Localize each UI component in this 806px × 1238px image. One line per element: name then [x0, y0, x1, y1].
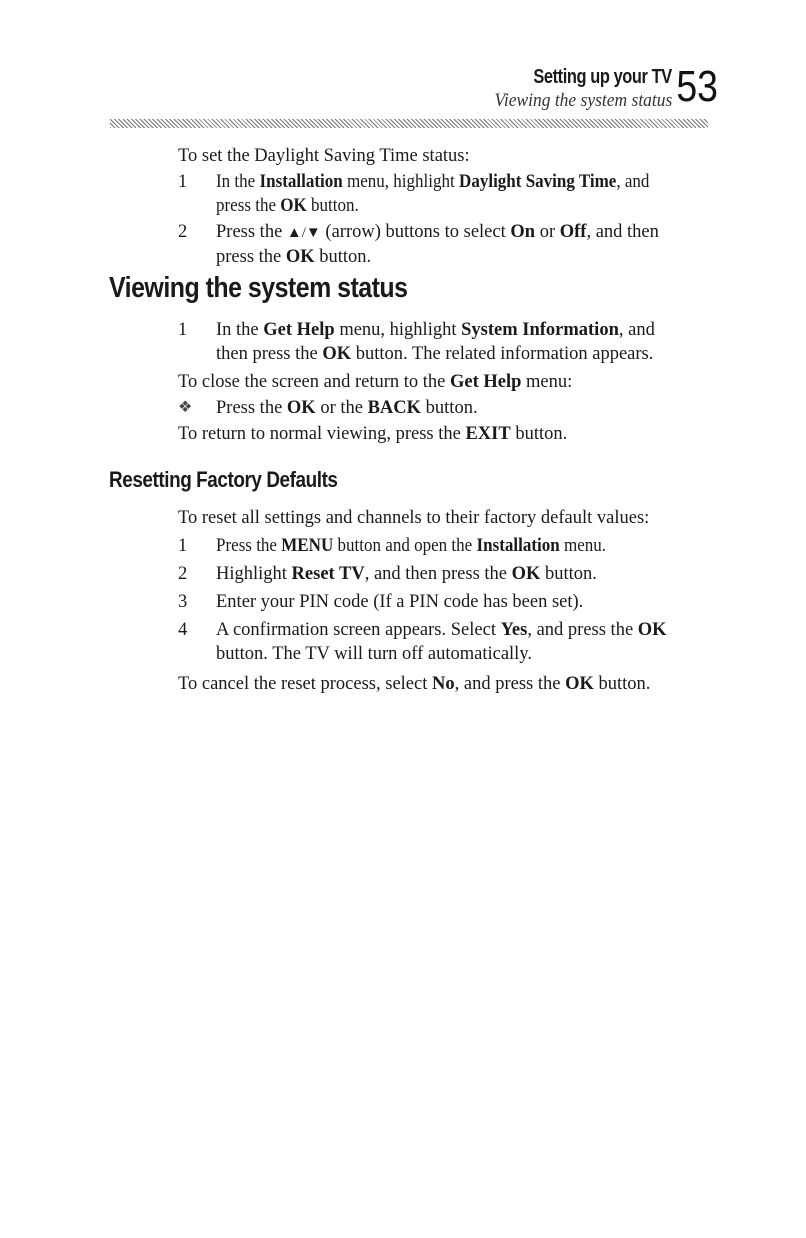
step-text-line: Press the MENU button and open the Installation menu. [216, 536, 607, 556]
bullet-text-line: Press the OK or the BACK button. [216, 398, 478, 418]
step-text-line: press the OK button. [216, 196, 359, 216]
step-number: 4 [178, 620, 188, 640]
step-text-line: A confirmation screen appears. Select Yes, and press the OK [216, 620, 667, 640]
header-rule [110, 119, 708, 128]
return-text: To return to normal viewing, press the EXIT button. [178, 424, 568, 444]
step-text-line: Press the ▲/▼ (arrow) buttons to select On or Off, and then [216, 222, 659, 242]
step-number: 2 [178, 564, 188, 584]
step-text-line: Enter your PIN code (If a PIN code has been set). [216, 592, 584, 612]
step-number: 1 [178, 536, 188, 556]
close-intro: To close the screen and return to the Get Help menu: [178, 372, 573, 392]
page-number: 53 [676, 62, 718, 111]
step-text-line: press the OK button. [216, 247, 372, 267]
step-number: 1 [178, 172, 188, 192]
arrow-icons: ▲/▼ [286, 225, 321, 241]
heading-viewing-system-status: Viewing the system status [109, 272, 408, 304]
step-text-line: then press the OK button. The related information appears. [216, 344, 654, 364]
step-text-line: Highlight Reset TV, and then press the OK button. [216, 564, 597, 584]
chapter-title: Setting up your TV [533, 66, 672, 88]
reset-intro: To reset all settings and channels to their factory default values: [178, 508, 650, 528]
heading-resetting-factory-defaults: Resetting Factory Defaults [109, 467, 338, 492]
diamond-bullet-icon: ❖ [178, 399, 193, 416]
step-number: 1 [178, 320, 188, 340]
cancel-text: To cancel the reset process, select No, and press the OK button. [178, 674, 651, 694]
step-number: 3 [178, 592, 188, 612]
section-title: Viewing the system status [494, 90, 672, 111]
running-header [0, 56, 806, 116]
step-text-line: In the Installation menu, highlight Daylight Saving Time, and [216, 172, 650, 192]
step-text-line: button. The TV will turn off automatically. [216, 644, 532, 664]
dst-intro: To set the Daylight Saving Time status: [178, 146, 470, 166]
step-text-line: In the Get Help menu, highlight System Information, and [216, 320, 655, 340]
step-number: 2 [178, 222, 188, 242]
